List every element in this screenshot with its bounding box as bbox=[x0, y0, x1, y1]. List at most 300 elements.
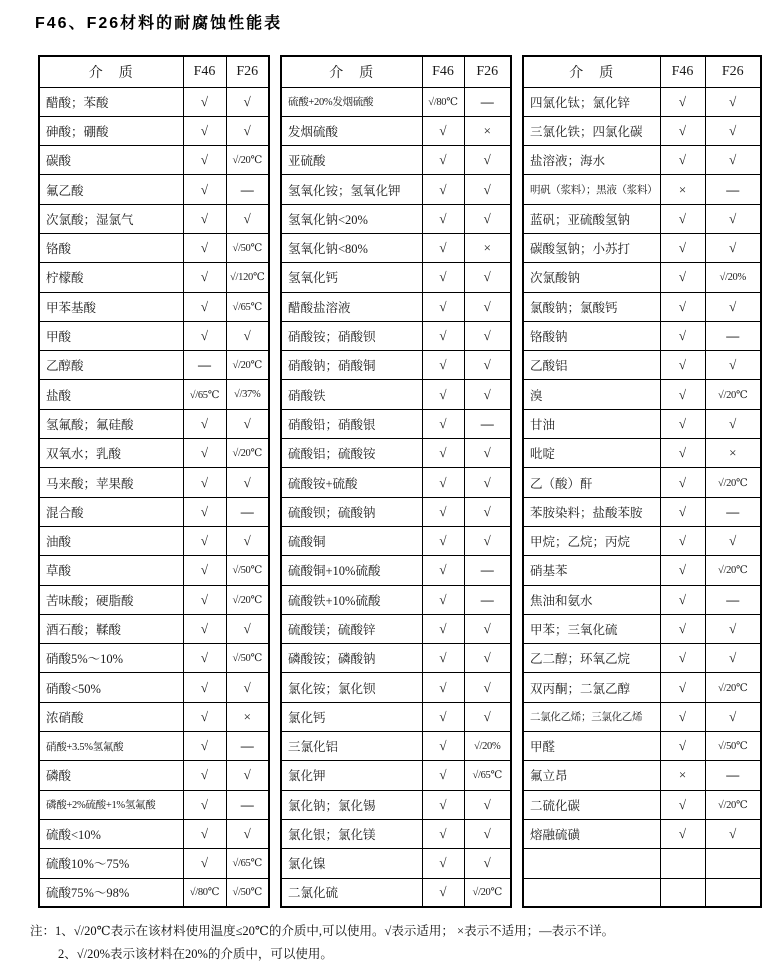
f26-cell: √ bbox=[226, 116, 269, 145]
medium-cell: 氢氧化铵；氢氧化钾 bbox=[281, 175, 422, 204]
f26-cell: — bbox=[226, 790, 269, 819]
medium-cell: 硫酸75%～98% bbox=[39, 878, 183, 907]
table-row bbox=[281, 409, 511, 438]
table-row bbox=[39, 673, 269, 702]
f46-cell: √ bbox=[660, 204, 705, 233]
medium-cell: 甘油 bbox=[523, 409, 660, 438]
f26-cell: × bbox=[464, 233, 511, 262]
f26-cell: — bbox=[464, 556, 511, 585]
f26-cell: √ bbox=[226, 526, 269, 555]
f26-cell: √ bbox=[464, 321, 511, 350]
f26-cell: √ bbox=[464, 146, 511, 175]
medium-cell: 硝酸铁 bbox=[281, 380, 422, 409]
f46-cell: √ bbox=[422, 175, 464, 204]
f26-cell: √ bbox=[226, 761, 269, 790]
medium-cell: 硫酸+20%发烟硫酸 bbox=[281, 87, 422, 116]
f46-cell: √ bbox=[422, 673, 464, 702]
medium-cell: 硫酸铜+10%硫酸 bbox=[281, 556, 422, 585]
header-cell-f26: F26 bbox=[226, 56, 269, 87]
f46-cell: √ bbox=[422, 292, 464, 321]
medium-cell: 硫酸铁+10%硫酸 bbox=[281, 585, 422, 614]
f46-cell: √ bbox=[183, 263, 226, 292]
medium-cell: 氢氧化钙 bbox=[281, 263, 422, 292]
f46-cell: √ bbox=[183, 585, 226, 614]
medium-cell: 乙酸铝 bbox=[523, 351, 660, 380]
f26-cell: — bbox=[705, 175, 761, 204]
header-cell-f46: F46 bbox=[422, 56, 464, 87]
table-row bbox=[523, 702, 761, 731]
table-row bbox=[281, 497, 511, 526]
f46-cell: √ bbox=[183, 321, 226, 350]
f46-cell: √ bbox=[660, 292, 705, 321]
f26-cell: √ bbox=[226, 204, 269, 233]
header-row bbox=[523, 56, 761, 87]
table-row bbox=[281, 673, 511, 702]
medium-cell: 次氯酸；湿氯气 bbox=[39, 204, 183, 233]
table-row bbox=[39, 204, 269, 233]
medium-cell: 硫酸铜 bbox=[281, 526, 422, 555]
f46-cell: √/65℃ bbox=[183, 380, 226, 409]
medium-cell: 乙二醇；环氧乙烷 bbox=[523, 644, 660, 673]
f26-cell: √ bbox=[705, 644, 761, 673]
f26-cell: √ bbox=[464, 175, 511, 204]
f46-cell bbox=[660, 878, 705, 907]
table-row bbox=[281, 292, 511, 321]
f46-cell: √ bbox=[660, 321, 705, 350]
header-cell-medium: 介 质 bbox=[39, 56, 183, 87]
f46-cell: √ bbox=[422, 497, 464, 526]
medium-cell: 铬酸 bbox=[39, 233, 183, 262]
f46-cell: √ bbox=[183, 292, 226, 321]
medium-cell: 醋酸盐溶液 bbox=[281, 292, 422, 321]
f26-cell: √ bbox=[226, 673, 269, 702]
f26-cell: √ bbox=[705, 146, 761, 175]
f26-cell: √ bbox=[464, 351, 511, 380]
table-row bbox=[39, 146, 269, 175]
table-row bbox=[39, 116, 269, 145]
table-row bbox=[523, 732, 761, 761]
medium-cell: 熔融硫磺 bbox=[523, 819, 660, 848]
f26-cell: √/50℃ bbox=[226, 233, 269, 262]
table-row bbox=[281, 790, 511, 819]
f26-cell: √/50℃ bbox=[226, 644, 269, 673]
footnote-line-1: 注：1、√/20℃表示在该材料使用温度≤20℃的介质中,可以使用。√表示适用； ×表示不适用；—表示不详。 bbox=[30, 924, 615, 938]
f26-cell: √/20℃ bbox=[226, 351, 269, 380]
medium-cell: 盐酸 bbox=[39, 380, 183, 409]
f26-cell: — bbox=[464, 409, 511, 438]
medium-cell: 氟立昂 bbox=[523, 761, 660, 790]
medium-cell: 硝酸铅；硝酸银 bbox=[281, 409, 422, 438]
f46-cell: √ bbox=[422, 380, 464, 409]
f46-cell: √ bbox=[183, 87, 226, 116]
f26-cell: √/20℃ bbox=[705, 790, 761, 819]
page-title: F46、F26材料的耐腐蚀性能表 bbox=[35, 15, 283, 32]
table-row bbox=[39, 292, 269, 321]
f26-cell: √ bbox=[705, 116, 761, 145]
corrosion-table-right bbox=[522, 55, 762, 908]
table-row bbox=[523, 409, 761, 438]
table-row bbox=[39, 644, 269, 673]
table-row bbox=[281, 644, 511, 673]
f46-cell: √ bbox=[422, 351, 464, 380]
medium-cell: 铬酸钠 bbox=[523, 321, 660, 350]
medium-cell: 磷酸铵；磷酸钠 bbox=[281, 644, 422, 673]
medium-cell: 硫酸<10% bbox=[39, 819, 183, 848]
f26-cell: √ bbox=[705, 702, 761, 731]
medium-cell: 柠檬酸 bbox=[39, 263, 183, 292]
header-cell-f26: F26 bbox=[705, 56, 761, 87]
medium-cell: 氯酸钠；氯酸钙 bbox=[523, 292, 660, 321]
f46-cell: √ bbox=[183, 146, 226, 175]
f26-cell: √ bbox=[464, 673, 511, 702]
f46-cell: √ bbox=[660, 585, 705, 614]
header-cell-f26: F26 bbox=[464, 56, 511, 87]
f46-cell: √ bbox=[422, 204, 464, 233]
f26-cell: √ bbox=[464, 790, 511, 819]
f46-cell: √ bbox=[183, 556, 226, 585]
f46-cell bbox=[660, 849, 705, 878]
f26-cell: √/20% bbox=[464, 732, 511, 761]
medium-cell: 氯化钠；氯化锡 bbox=[281, 790, 422, 819]
medium-cell: 氯化银；氯化镁 bbox=[281, 819, 422, 848]
table-row bbox=[523, 439, 761, 468]
f26-cell bbox=[705, 878, 761, 907]
f46-cell: √ bbox=[422, 556, 464, 585]
corrosion-table-left bbox=[38, 55, 270, 908]
f26-cell: √ bbox=[705, 204, 761, 233]
f46-cell: √ bbox=[660, 526, 705, 555]
footnotes bbox=[30, 920, 770, 966]
f26-cell: √/37% bbox=[226, 380, 269, 409]
medium-cell: 氯化铵；氯化钡 bbox=[281, 673, 422, 702]
f46-cell: √ bbox=[183, 468, 226, 497]
table-row bbox=[523, 790, 761, 819]
f26-cell: × bbox=[464, 116, 511, 145]
f26-cell: √ bbox=[464, 702, 511, 731]
f26-cell: √ bbox=[705, 87, 761, 116]
f46-cell: √ bbox=[422, 761, 464, 790]
f46-cell: √ bbox=[660, 614, 705, 643]
f26-cell: × bbox=[226, 702, 269, 731]
f46-cell: √ bbox=[660, 790, 705, 819]
f26-cell: √ bbox=[226, 87, 269, 116]
header-cell-f46: F46 bbox=[660, 56, 705, 87]
f46-cell: √ bbox=[183, 849, 226, 878]
table-row bbox=[39, 849, 269, 878]
table-row bbox=[39, 468, 269, 497]
medium-cell: 二硫化碳 bbox=[523, 790, 660, 819]
medium-cell: 氯化镍 bbox=[281, 849, 422, 878]
medium-cell: 双丙酮；二氯乙醇 bbox=[523, 673, 660, 702]
f26-cell: — bbox=[464, 87, 511, 116]
f46-cell: √ bbox=[183, 439, 226, 468]
f46-cell: √ bbox=[422, 878, 464, 907]
f46-cell: √ bbox=[660, 351, 705, 380]
table-row bbox=[523, 849, 761, 878]
f26-cell: √/20℃ bbox=[464, 878, 511, 907]
f26-cell: √/50℃ bbox=[226, 556, 269, 585]
f26-cell: √/20℃ bbox=[226, 146, 269, 175]
table-row bbox=[523, 614, 761, 643]
f46-cell: √ bbox=[660, 233, 705, 262]
f46-cell: √ bbox=[183, 497, 226, 526]
medium-cell: 亚硫酸 bbox=[281, 146, 422, 175]
medium-cell bbox=[523, 878, 660, 907]
table-row bbox=[523, 292, 761, 321]
f26-cell: √ bbox=[705, 292, 761, 321]
table-row bbox=[39, 585, 269, 614]
f46-cell: √ bbox=[422, 439, 464, 468]
f26-cell: √ bbox=[464, 614, 511, 643]
medium-cell: 硝酸铵；硝酸钡 bbox=[281, 321, 422, 350]
medium-cell: 磷酸 bbox=[39, 761, 183, 790]
f26-cell: — bbox=[705, 761, 761, 790]
f46-cell: √ bbox=[422, 585, 464, 614]
f46-cell: √ bbox=[660, 702, 705, 731]
f46-cell: √ bbox=[183, 644, 226, 673]
medium-cell: 双氧水；乳酸 bbox=[39, 439, 183, 468]
f46-cell: √ bbox=[422, 468, 464, 497]
f26-cell: √ bbox=[226, 819, 269, 848]
f46-cell: √ bbox=[660, 87, 705, 116]
f26-cell: — bbox=[226, 732, 269, 761]
corrosion-tables bbox=[38, 55, 762, 908]
table-row bbox=[281, 204, 511, 233]
medium-cell: 油酸 bbox=[39, 526, 183, 555]
f26-cell: √/20℃ bbox=[705, 468, 761, 497]
f26-cell: — bbox=[226, 175, 269, 204]
f46-cell: √ bbox=[660, 673, 705, 702]
medium-cell: 二氯化乙烯；三氯化乙烯 bbox=[523, 702, 660, 731]
f46-cell: √ bbox=[183, 614, 226, 643]
f26-cell: — bbox=[705, 321, 761, 350]
f26-cell: √/20℃ bbox=[705, 673, 761, 702]
medium-cell: 氯化钾 bbox=[281, 761, 422, 790]
f46-cell: √ bbox=[660, 556, 705, 585]
f46-cell: √ bbox=[422, 849, 464, 878]
medium-cell: 硝酸+3.5%氢氟酸 bbox=[39, 732, 183, 761]
table-row bbox=[281, 761, 511, 790]
f26-cell: √ bbox=[226, 614, 269, 643]
medium-cell: 草酸 bbox=[39, 556, 183, 585]
medium-cell: 吡啶 bbox=[523, 439, 660, 468]
medium-cell: 甲烷；乙烷；丙烷 bbox=[523, 526, 660, 555]
f26-cell: √ bbox=[705, 409, 761, 438]
table-row bbox=[523, 116, 761, 145]
medium-cell: 硫酸钡；硫酸钠 bbox=[281, 497, 422, 526]
medium-cell: 苦味酸；硬脂酸 bbox=[39, 585, 183, 614]
f46-cell: √ bbox=[422, 702, 464, 731]
table-row bbox=[39, 87, 269, 116]
medium-cell: 氢氧化钠<20% bbox=[281, 204, 422, 233]
table-row bbox=[281, 116, 511, 145]
f26-cell: √ bbox=[705, 819, 761, 848]
table-row bbox=[523, 526, 761, 555]
f46-cell: √ bbox=[422, 644, 464, 673]
f46-cell: √ bbox=[422, 116, 464, 145]
medium-cell: 硫酸镁；硫酸锌 bbox=[281, 614, 422, 643]
table-row bbox=[281, 175, 511, 204]
medium-cell: 三氯化铁；四氯化碳 bbox=[523, 116, 660, 145]
table-row bbox=[281, 614, 511, 643]
medium-cell: 次氯酸钠 bbox=[523, 263, 660, 292]
f26-cell: — bbox=[464, 585, 511, 614]
f46-cell: × bbox=[660, 761, 705, 790]
f46-cell: √ bbox=[422, 146, 464, 175]
f46-cell: √ bbox=[183, 790, 226, 819]
table-row bbox=[39, 761, 269, 790]
f26-cell: — bbox=[226, 497, 269, 526]
table-row bbox=[523, 585, 761, 614]
medium-cell: 溴 bbox=[523, 380, 660, 409]
medium-cell: 混合酸 bbox=[39, 497, 183, 526]
table-row bbox=[39, 380, 269, 409]
medium-cell: 蓝矾；亚硫酸氢钠 bbox=[523, 204, 660, 233]
table-row bbox=[281, 732, 511, 761]
header-row bbox=[281, 56, 511, 87]
f26-cell: √ bbox=[464, 380, 511, 409]
f26-cell: √ bbox=[464, 526, 511, 555]
table-row bbox=[39, 819, 269, 848]
f26-cell: √ bbox=[464, 819, 511, 848]
table-row bbox=[39, 321, 269, 350]
f26-cell: √ bbox=[464, 497, 511, 526]
f46-cell: √ bbox=[183, 732, 226, 761]
f26-cell: √/65℃ bbox=[226, 292, 269, 321]
table-row bbox=[281, 702, 511, 731]
f26-cell: √/65℃ bbox=[464, 761, 511, 790]
medium-cell: 四氯化钛；氯化锌 bbox=[523, 87, 660, 116]
f46-cell: √ bbox=[183, 116, 226, 145]
table-row bbox=[523, 87, 761, 116]
f26-cell: √ bbox=[705, 526, 761, 555]
f46-cell: √ bbox=[660, 263, 705, 292]
table-row bbox=[523, 204, 761, 233]
table-row bbox=[281, 263, 511, 292]
header-cell-medium: 介 质 bbox=[523, 56, 660, 87]
medium-cell: 苯胺染料；盐酸苯胺 bbox=[523, 497, 660, 526]
f26-cell: √/120℃ bbox=[226, 263, 269, 292]
f46-cell: √ bbox=[183, 233, 226, 262]
table-row bbox=[39, 175, 269, 204]
table-row bbox=[281, 556, 511, 585]
medium-cell bbox=[523, 849, 660, 878]
f46-cell: √ bbox=[183, 409, 226, 438]
medium-cell: 磷酸+2%硫酸+1%氢氟酸 bbox=[39, 790, 183, 819]
table-row bbox=[523, 497, 761, 526]
medium-cell: 二氯化硫 bbox=[281, 878, 422, 907]
table-row bbox=[281, 526, 511, 555]
table-row bbox=[281, 878, 511, 907]
table-row bbox=[281, 819, 511, 848]
medium-cell: 甲苯基酸 bbox=[39, 292, 183, 321]
medium-cell: 氟乙酸 bbox=[39, 175, 183, 204]
table-row bbox=[39, 439, 269, 468]
table-row bbox=[523, 468, 761, 497]
table-row bbox=[281, 87, 511, 116]
f46-cell: √ bbox=[660, 146, 705, 175]
table-row bbox=[523, 380, 761, 409]
table-row bbox=[281, 351, 511, 380]
f46-cell: √/80℃ bbox=[183, 878, 226, 907]
f26-cell: √/20% bbox=[705, 263, 761, 292]
table-row bbox=[39, 263, 269, 292]
medium-cell: 氢氟酸；氟硅酸 bbox=[39, 409, 183, 438]
medium-cell: 三氯化铝 bbox=[281, 732, 422, 761]
table-row bbox=[39, 732, 269, 761]
f26-cell: √/50℃ bbox=[226, 878, 269, 907]
medium-cell: 发烟硫酸 bbox=[281, 116, 422, 145]
table-row bbox=[281, 380, 511, 409]
f46-cell: √ bbox=[660, 409, 705, 438]
f26-cell: √ bbox=[464, 468, 511, 497]
f26-cell: √ bbox=[226, 321, 269, 350]
f46-cell: √ bbox=[183, 702, 226, 731]
medium-cell: 氢氧化钠<80% bbox=[281, 233, 422, 262]
table-row bbox=[523, 878, 761, 907]
table-row bbox=[523, 146, 761, 175]
f26-cell: √ bbox=[464, 292, 511, 321]
table-row bbox=[281, 468, 511, 497]
table-row bbox=[523, 263, 761, 292]
medium-cell: 马来酸；苹果酸 bbox=[39, 468, 183, 497]
f46-cell: × bbox=[660, 175, 705, 204]
f26-cell: √ bbox=[464, 439, 511, 468]
medium-cell: 碳酸氢钠；小苏打 bbox=[523, 233, 660, 262]
medium-cell: 硝酸5%～10% bbox=[39, 644, 183, 673]
f26-cell: √ bbox=[464, 644, 511, 673]
f26-cell: — bbox=[705, 497, 761, 526]
f26-cell: √ bbox=[226, 468, 269, 497]
f26-cell: √/20℃ bbox=[226, 585, 269, 614]
f46-cell: √ bbox=[660, 116, 705, 145]
header-cell-medium: 介 质 bbox=[281, 56, 422, 87]
table-row bbox=[523, 175, 761, 204]
f46-cell: — bbox=[183, 351, 226, 380]
footnote-line-2: 2、√/20%表示该材料在20%的介质中，可以使用。 bbox=[58, 947, 333, 961]
f26-cell: √ bbox=[705, 614, 761, 643]
table-row bbox=[523, 321, 761, 350]
f46-cell: √ bbox=[422, 819, 464, 848]
table-row bbox=[523, 673, 761, 702]
f26-cell: √/20℃ bbox=[226, 439, 269, 468]
f26-cell: √ bbox=[226, 409, 269, 438]
medium-cell: 硝基苯 bbox=[523, 556, 660, 585]
corrosion-table-middle bbox=[280, 55, 512, 908]
medium-cell: 甲醛 bbox=[523, 732, 660, 761]
table-row bbox=[281, 849, 511, 878]
f46-cell: √/80℃ bbox=[422, 87, 464, 116]
f26-cell bbox=[705, 849, 761, 878]
f46-cell: √ bbox=[183, 204, 226, 233]
table-row bbox=[281, 146, 511, 175]
medium-cell: 硫酸铵+硫酸 bbox=[281, 468, 422, 497]
f26-cell: √/20℃ bbox=[705, 556, 761, 585]
medium-cell: 盐溶液；海水 bbox=[523, 146, 660, 175]
medium-cell: 硝酸<50% bbox=[39, 673, 183, 702]
table-row bbox=[281, 439, 511, 468]
table-row bbox=[39, 878, 269, 907]
table-row bbox=[39, 790, 269, 819]
medium-cell: 醋酸；苯酸 bbox=[39, 87, 183, 116]
f46-cell: √ bbox=[422, 614, 464, 643]
table-row bbox=[523, 644, 761, 673]
f46-cell: √ bbox=[660, 439, 705, 468]
f46-cell: √ bbox=[422, 526, 464, 555]
f26-cell: √ bbox=[464, 263, 511, 292]
table-row bbox=[523, 819, 761, 848]
f26-cell: √ bbox=[705, 233, 761, 262]
